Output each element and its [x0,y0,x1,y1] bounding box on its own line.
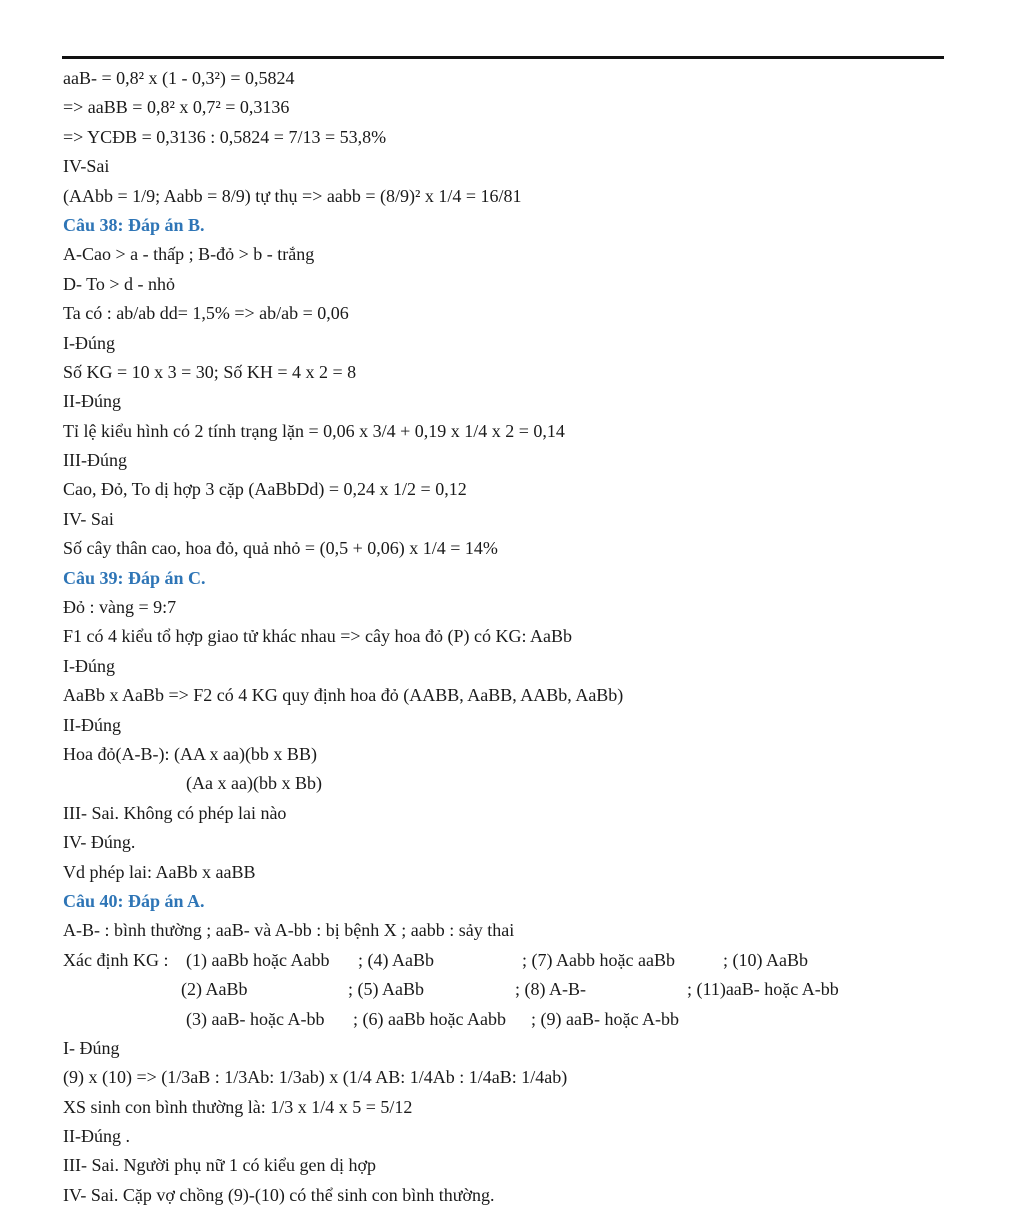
text-line: AaBb x AaBb => F2 có 4 KG quy định hoa đỏ (AABB, AaBB, AABb, AaBb) [63,685,624,706]
text-line: A-Cao > a - thấp ; B-đỏ > b - trắng [63,244,315,265]
text-line: I-Đúng [63,655,115,676]
kg-cell: (1) aaBb hoặc Aabb [186,949,330,970]
kg-cell: (3) aaB- hoặc A-bb [186,1008,325,1029]
text-line: D- To > d - nhỏ [63,273,176,294]
kg-cell: ; (5) AaBb [348,979,424,1000]
text-line: IV- Sai [63,508,114,529]
text-line: Số cây thân cao, hoa đỏ, quả nhỏ = (0,5 + 0,06) x 1/4 = 14% [63,538,498,559]
text-line: Tỉ lệ kiểu hình có 2 tính trạng lặn = 0,06 x 3/4 + 0,19 x 1/4 x 2 = 0,14 [63,420,565,441]
question-40-heading: Câu 40: Đáp án A. [63,890,205,911]
text-line: II-Đúng . [63,1126,130,1147]
text-line: III- Sai. Người phụ nữ 1 có kiểu gen dị hợp [63,1155,376,1176]
text-line: Hoa đỏ(A-B-): (AA x aa)(bb x BB) [63,743,317,764]
text-line: Số KG = 10 x 3 = 30; Số KH = 4 x 2 = 8 [63,361,357,382]
text-line: IV- Đúng. [63,832,136,853]
text-line: => YCĐB = 0,3136 : 0,5824 = 7/13 = 53,8% [63,126,387,147]
text-line: (AAbb = 1/9; Aabb = 8/9) tự thụ => aabb = (8/9)² x 1/4 = 16/81 [63,185,522,206]
kg-cell: ; (8) A-B- [515,979,586,1000]
kg-row-1 [63,946,943,975]
kg-row-2 [63,975,943,1004]
text-line: A-B- : bình thường ; aaB- và A-bb : bị bệnh X ; aabb : sảy thai [63,920,515,941]
question-39-heading: Câu 39: Đáp án C. [63,567,206,588]
kg-cell: ; (6) aaBb hoặc Aabb [353,1008,506,1029]
text-line: III-Đúng [63,450,127,471]
text-line: Vd phép lai: AaBb x aaBB [63,861,256,882]
text-line: I- Đúng [63,1037,120,1058]
text-line: II-Đúng [63,391,121,412]
text-line: => aaBB = 0,8² x 0,7² = 0,3136 [63,97,290,118]
text-line: aaB- = 0,8² x (1 - 0,3²) = 0,5824 [63,68,295,88]
answer-content [63,64,943,1210]
kg-cell: (2) AaBb [181,979,248,1000]
header-rule [62,56,944,59]
text-line: Cao, Đỏ, To dị hợp 3 cặp (AaBbDd) = 0,24 x 1/2 = 0,12 [63,479,467,500]
kg-cell: ; (9) aaB- hoặc A-bb [531,1008,679,1029]
question-38-heading: Câu 38: Đáp án B. [63,214,205,235]
kg-cell: ; (11)aaB- hoặc A-bb [687,979,839,1000]
text-line: IV-Sai [63,156,110,177]
text-line: XS sinh con bình thường là: 1/3 x 1/4 x 5 = 5/12 [63,1096,413,1117]
text-line: I-Đúng [63,332,115,353]
kg-label: Xác định KG : [63,949,169,970]
text-line: F1 có 4 kiểu tổ hợp giao tử khác nhau => cây hoa đỏ (P) có KG: AaBb [63,626,572,647]
text-line: Đỏ : vàng = 9:7 [63,597,177,618]
kg-cell: ; (7) Aabb hoặc aaBb [522,949,675,970]
text-line: Ta có : ab/ab dd= 1,5% => ab/ab = 0,06 [63,303,349,324]
text-line: II-Đúng [63,714,121,735]
text-line: (9) x (10) => (1/3aB : 1/3Ab: 1/3ab) x (1/4 AB: 1/4Ab : 1/4aB: 1/4ab) [63,1067,568,1088]
kg-cell: ; (4) AaBb [358,949,434,970]
text-line-indented: (Aa x aa)(bb x Bb) [186,773,322,794]
text-line: IV- Sai. Cặp vợ chồng (9)-(10) có thể sinh con bình thường. [63,1184,495,1205]
kg-cell: ; (10) AaBb [723,949,808,970]
text-line: III- Sai. Không có phép lai nào [63,802,287,823]
kg-row-3 [63,1005,943,1034]
